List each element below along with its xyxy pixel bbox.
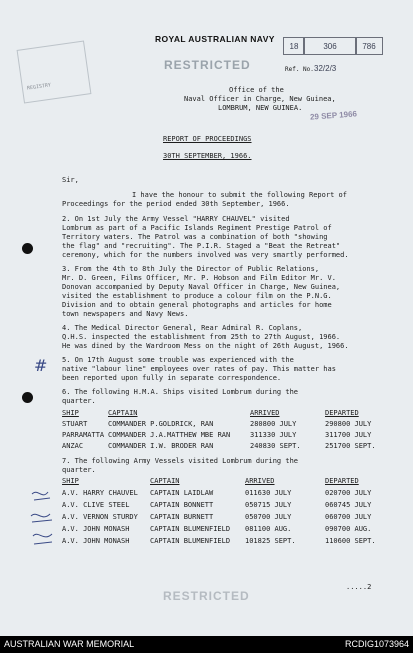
army-cell: 090700 AUG. [325, 525, 372, 533]
army-cell: CAPTAIN LAIDLAW [150, 489, 214, 497]
army-cell: CAPTAIN BURNETT [150, 513, 214, 521]
para-3-line: visited the establishment to produce a colour film on the P.N.G. [62, 292, 332, 300]
para-4-line: 4. The Medical Director General, Rear Admiral R. Coplans, [62, 324, 303, 332]
footer-source: AUSTRALIAN WAR MEMORIAL [4, 639, 135, 649]
para-3-line: town newspapers and Navy News. [62, 310, 189, 318]
office-line-2: Naval Officer in Charge, New Guinea, [184, 95, 336, 103]
received-stamp-mark: REGISTRY [26, 82, 52, 92]
ships-cell: ANZAC [62, 442, 84, 450]
para-3-line: Division and to obtain general photographs and articles for home [62, 301, 332, 309]
army-cell: 050715 JULY [245, 501, 292, 509]
army-cell: CAPTAIN BLUMENFIELD [150, 537, 231, 545]
para-4-line: Q.H.S. inspected the establishment from 25th to 27th August, 1966. [62, 333, 341, 341]
army-header-departed: DEPARTED [325, 477, 359, 485]
handwritten-mark: # [34, 356, 48, 375]
army-cell: 081100 AUG. [245, 525, 292, 533]
army-cell: A.V. JOHN MONASH [62, 537, 130, 545]
office-line-3: LOMBRUM, NEW GUINEA. [218, 104, 303, 112]
ships-cell: 251700 SEPT. [325, 442, 376, 450]
para-7-line: quarter. [62, 466, 96, 474]
ships-header-captain: CAPTAIN [108, 409, 138, 417]
army-cell: A.V. CLIVE STEEL [62, 501, 130, 509]
para-3-line: 3. From the 4th to 8th July the Director of Public Relations, [62, 265, 320, 273]
army-cell: 101825 SEPT. [245, 537, 296, 545]
ships-cell: PARRAMATTA [62, 431, 105, 439]
report-title: REPORT OF PROCEEDINGS [163, 135, 252, 143]
ships-header-ship: SHIP [62, 409, 79, 417]
file-ref-label: Ref. No. [285, 66, 314, 73]
ships-cell: 311330 JULY [250, 431, 297, 439]
ref-box-3: 786 [355, 37, 383, 55]
para-6-line: 6. The following H.M.A. Ships visited Lombrum during the [62, 388, 299, 396]
ships-cell: COMMANDER J.A.MATTHEW MBE RAN [108, 431, 231, 439]
ships-cell: 280800 JULY [250, 420, 297, 428]
para-2-line: Lombrum as part of a Pacific Islands Regiment Prestige Patrol of [62, 224, 332, 232]
intro-line: I have the honour to submit the following Report of [132, 191, 347, 199]
para-3-line: Donovan accompanied by Deputy Naval Officer in Charge, New Guinea, [62, 283, 341, 291]
army-header-arrived: ARRIVED [245, 477, 275, 485]
para-2-line: Territory waters. The Patrol was a combination of both "showing [62, 233, 328, 241]
para-5-line: 5. On 17th August some trouble was experienced with the [62, 356, 294, 364]
army-cell: 060745 JULY [325, 501, 372, 509]
army-cell: CAPTAIN BLUMENFIELD [150, 525, 231, 533]
army-cell: A.V. VERNON STURDY [62, 513, 138, 521]
army-cell: CAPTAIN BONNETT [150, 501, 214, 509]
army-header-captain: CAPTAIN [150, 477, 180, 485]
para-4-line: He was dined by the Wardroom Mess on the night of 26th August, 1966. [62, 342, 349, 350]
office-line-1: Office of the [229, 86, 284, 94]
army-cell: 110600 SEPT. [325, 537, 376, 545]
archive-footer [0, 636, 413, 653]
ships-cell: 240830 SEPT. [250, 442, 301, 450]
ships-cell: COMMANDER I.W. BRODER RAN [108, 442, 214, 450]
ships-cell: 290800 JULY [325, 420, 372, 428]
ships-cell: 311700 JULY [325, 431, 372, 439]
army-cell: 020700 JULY [325, 489, 372, 497]
para-3-line: Mr. D. Green, Films Officer, Mr. P. Hobson and Film Editor Mr. V. [62, 274, 336, 282]
letterhead: ROYAL AUSTRALIAN NAVY [155, 34, 275, 44]
received-stamp [17, 41, 92, 104]
ships-header-arrived: ARRIVED [250, 409, 280, 417]
date-stamp: 29 SEP 1966 [309, 109, 358, 122]
army-header-ship: SHIP [62, 477, 79, 485]
footer-id: RCDIG1073964 [344, 639, 409, 649]
intro-line: Proceedings for the period ended 30th September, 1966. [62, 200, 290, 208]
classification-bottom: RESTRICTED [163, 589, 250, 603]
army-cell: 060700 JULY [325, 513, 372, 521]
para-2-line: the flag" and "recruiting". The P.I.R. Staged a "Beat the Retreat" [62, 242, 341, 250]
ref-box-2: 306 [303, 37, 357, 55]
para-6-line: quarter. [62, 397, 96, 405]
ships-header-departed: DEPARTED [325, 409, 359, 417]
punch-hole [22, 243, 33, 254]
handwritten-annotations [28, 486, 58, 552]
ref-box-1: 18 [283, 37, 305, 55]
file-ref: 32/2/3 [314, 64, 337, 73]
para-5-line: native "labour line" employees over rates of pay. This matter has [62, 365, 336, 373]
army-cell: 011630 JULY [245, 489, 292, 497]
para-7-line: 7. The following Army Vessels visited Lombrum during the [62, 457, 299, 465]
para-2-line: 2. On 1st July the Army Vessel "HARRY CHAUVEL" visited [62, 215, 290, 223]
army-cell: A.V. JOHN MONASH [62, 525, 130, 533]
salutation: Sir, [62, 176, 79, 184]
report-date: 30TH SEPTEMBER, 1966. [163, 152, 252, 160]
ships-cell: COMMANDER P.GOLDRICK, RAN [108, 420, 214, 428]
punch-hole [22, 392, 33, 403]
continuation-marker: .....2 [346, 583, 372, 591]
para-5-line: been reported upon fully in separate correspondence. [62, 374, 282, 382]
army-cell: 050700 JULY [245, 513, 292, 521]
para-2-line: ceremony, which for the numbers involved was very smartly performed. [62, 251, 349, 259]
army-cell: A.V. HARRY CHAUVEL [62, 489, 138, 497]
ships-cell: STUART [62, 420, 88, 428]
classification-top: RESTRICTED [164, 58, 251, 72]
